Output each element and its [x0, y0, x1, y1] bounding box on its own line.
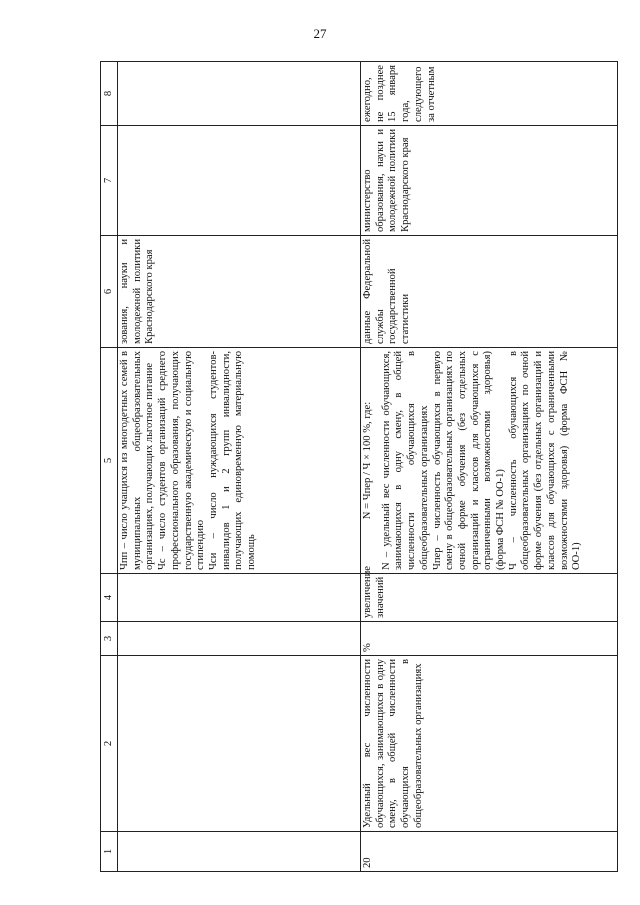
indicator-name: Удельный вес численности обучающихся, занимающихся в одну смену, в общей численности обучающихся в общеобразовательных организациях [361, 656, 618, 832]
col-header-2: 2 [101, 656, 118, 832]
responsible-body: министерство образования, науки и молодежной политики Краснодарского края [361, 126, 618, 236]
cell-empty [118, 832, 361, 872]
header-row [101, 62, 118, 872]
definition-text: Чси – число нуждающихся студентов-инвалидов 1 и 2 групп инвалидности, получающих единовременную материальную помощь [207, 351, 258, 570]
col-header-8: 8 [101, 62, 118, 126]
col-header-4: 4 [101, 574, 118, 622]
definition-text: N – удельный вес численности обучающихся, занимающихся в одну смену, в общей численности обучающихся в общеобразовательных организациях [380, 351, 430, 570]
cell-empty [118, 126, 361, 236]
definition-text: Чпп – число учащихся из многодетных семей в муниципальных общеобразовательных организациях, получающих льготное питание [119, 351, 156, 570]
col-header-1: 1 [101, 832, 118, 872]
row-number: 20 [361, 832, 618, 872]
data-source: данные Федеральной службы государственной статистики [361, 236, 618, 348]
deadline: ежегодно, не позднее 15 января года, следующего за отчетным [361, 62, 618, 126]
continuation-row [118, 62, 361, 872]
definition-text: Чс – число студентов организаций среднего профессионального образования, получающих государственную академическую и социальную стипендию [157, 351, 207, 570]
definition-text: Чпер – численность обучающихся в первую смену в общеобразовательных организациях по очной форме обучения (без отдельных организаций и классов для обучающихся с ограниченными возможностями здоровья) (форма ФСН № ОО-1) [431, 351, 507, 570]
cell-empty [118, 656, 361, 832]
table-row [361, 62, 618, 872]
col-header-6: 6 [101, 236, 118, 348]
col-header-3: 3 [101, 622, 118, 656]
indicators-table [100, 61, 618, 872]
rotated-table-container [100, 62, 612, 872]
definition-text: Ч – численность обучающихся в общеобразовательных организациях по очной форме обучения (без отдельных организаций и классов для обучающихся с ограниченными возможностями здоровья) (форма ФСН № ОО-1) [507, 351, 583, 570]
col-header-5: 5 [101, 348, 118, 574]
page-number: 27 [313, 26, 327, 41]
unit: % [361, 622, 618, 656]
formula: N = Чпер / Ч × 100 %, где: [362, 401, 373, 520]
direction: увеличение значений [361, 574, 618, 622]
cell-empty [118, 62, 361, 126]
calculation-method [361, 348, 618, 574]
col-header-7: 7 [101, 126, 118, 236]
cell-empty [118, 622, 361, 656]
continuation-source: зования, науки и молодежной политики Краснодарского края [118, 236, 361, 348]
continuation-definitions [118, 348, 361, 574]
cell-empty [118, 574, 361, 622]
